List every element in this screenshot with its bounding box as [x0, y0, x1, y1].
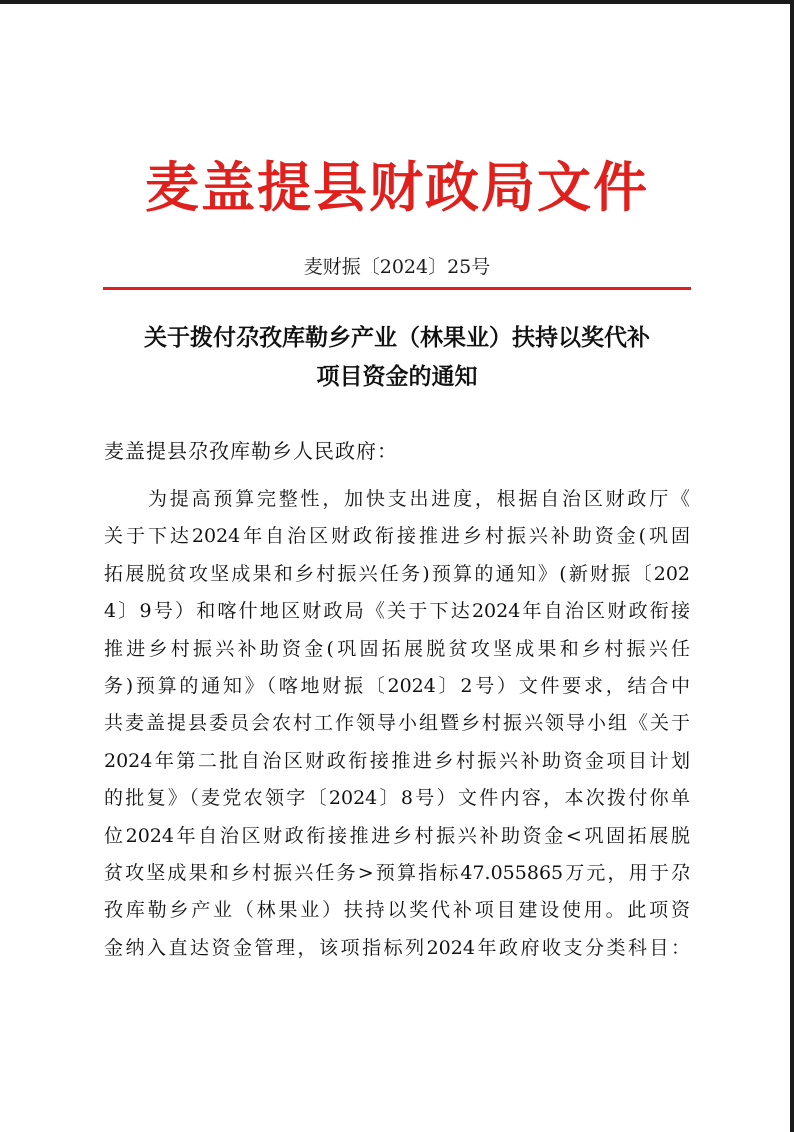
body-line: 关于下达2024年自治区财政衔接推进乡村振兴补助资金(巩固 [104, 525, 690, 548]
body-line: 4〕9号）和喀什地区财政局《关于下达2024年自治区财政衔接 [104, 600, 690, 623]
notice-title-line: 关于拨付尕孜库勒乡产业（林果业）扶持以奖代补 [144, 325, 650, 351]
body-line: 位2024年自治区财政衔接推进乡村振兴补助资金<巩固拓展脱 [104, 824, 690, 847]
scan-border-top [0, 0, 794, 4]
body-line: 的批复》（麦党农领字〔2024〕8号）文件内容，本次拨付你单 [104, 787, 690, 810]
body-line: 务)预算的通知》（喀地财振〔2024〕2号）文件要求，结合中 [104, 674, 690, 697]
red-divider-rule [103, 287, 691, 290]
body-line: 拓展脱贫攻坚成果和乡村振兴任务)预算的通知》(新财振〔202 [104, 562, 690, 585]
body-line: 为提高预算完整性，加快支出进度，根据自治区财政厅《 [148, 488, 690, 510]
body-line: 贫攻坚成果和乡村振兴任务>预算指标47.055865万元，用于尕 [104, 861, 690, 884]
body-line: 共麦盖提县委员会农村工作领导小组暨乡村振兴领导小组《关于 [104, 712, 690, 735]
body-line: 推进乡村振兴补助资金(巩固拓展脱贫攻坚成果和乡村振兴任 [104, 637, 690, 660]
notice-title-line: 项目资金的通知 [316, 364, 478, 390]
notice-body [104, 481, 690, 967]
document-header-title: 麦盖提县财政局文件 [145, 156, 649, 219]
salutation: 麦盖提县尕孜库勒乡人民政府： [104, 439, 398, 463]
document-number: 麦财振〔2024〕25号 [303, 256, 491, 278]
body-line: 金纳入直达资金管理，该项指标列2024年政府收支分类科目： [104, 936, 690, 959]
body-line: 孜库勒乡产业（林果业）扶持以奖代补项目建设使用。此项资 [104, 899, 690, 922]
notice-title [90, 319, 704, 397]
body-line: 2024年第二批自治区财政衔接推进乡村振兴补助资金项目计划 [104, 749, 690, 772]
